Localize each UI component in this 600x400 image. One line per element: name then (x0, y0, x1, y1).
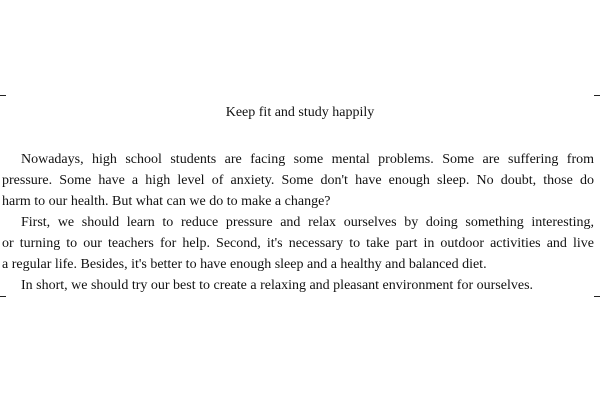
crop-mark-bottom-right (594, 296, 600, 297)
paragraph-2-line-3: a regular life. Besides, it's better to have enough sleep and a healthy and balanced diet. (2, 257, 487, 272)
paragraph-1-line-3: harm to our health. But what can we do to make a change? (2, 194, 331, 209)
crop-mark-top-left (0, 95, 6, 96)
paragraph-2-line-1: First, we should learn to reduce pressure and relax ourselves by doing something interesting, (21, 215, 594, 230)
paragraph-3-line-1: In short, we should try our best to create a relaxing and pleasant environment for ourselves. (21, 278, 534, 293)
crop-mark-bottom-left (0, 296, 6, 297)
paragraph-1-line-2: pressure. Some have a high level of anxiety. Some don't have enough sleep. No doubt, those do (2, 173, 594, 188)
paragraph-1-line-1: Nowadays, high school students are facing some mental problems. Some are suffering from (21, 152, 594, 167)
paragraph-2-line-2: or turning to our teachers for help. Second, it's necessary to take part in outdoor activities and live (2, 236, 594, 251)
crop-mark-top-right (594, 95, 600, 96)
essay-title: Keep fit and study happily (225, 105, 375, 120)
